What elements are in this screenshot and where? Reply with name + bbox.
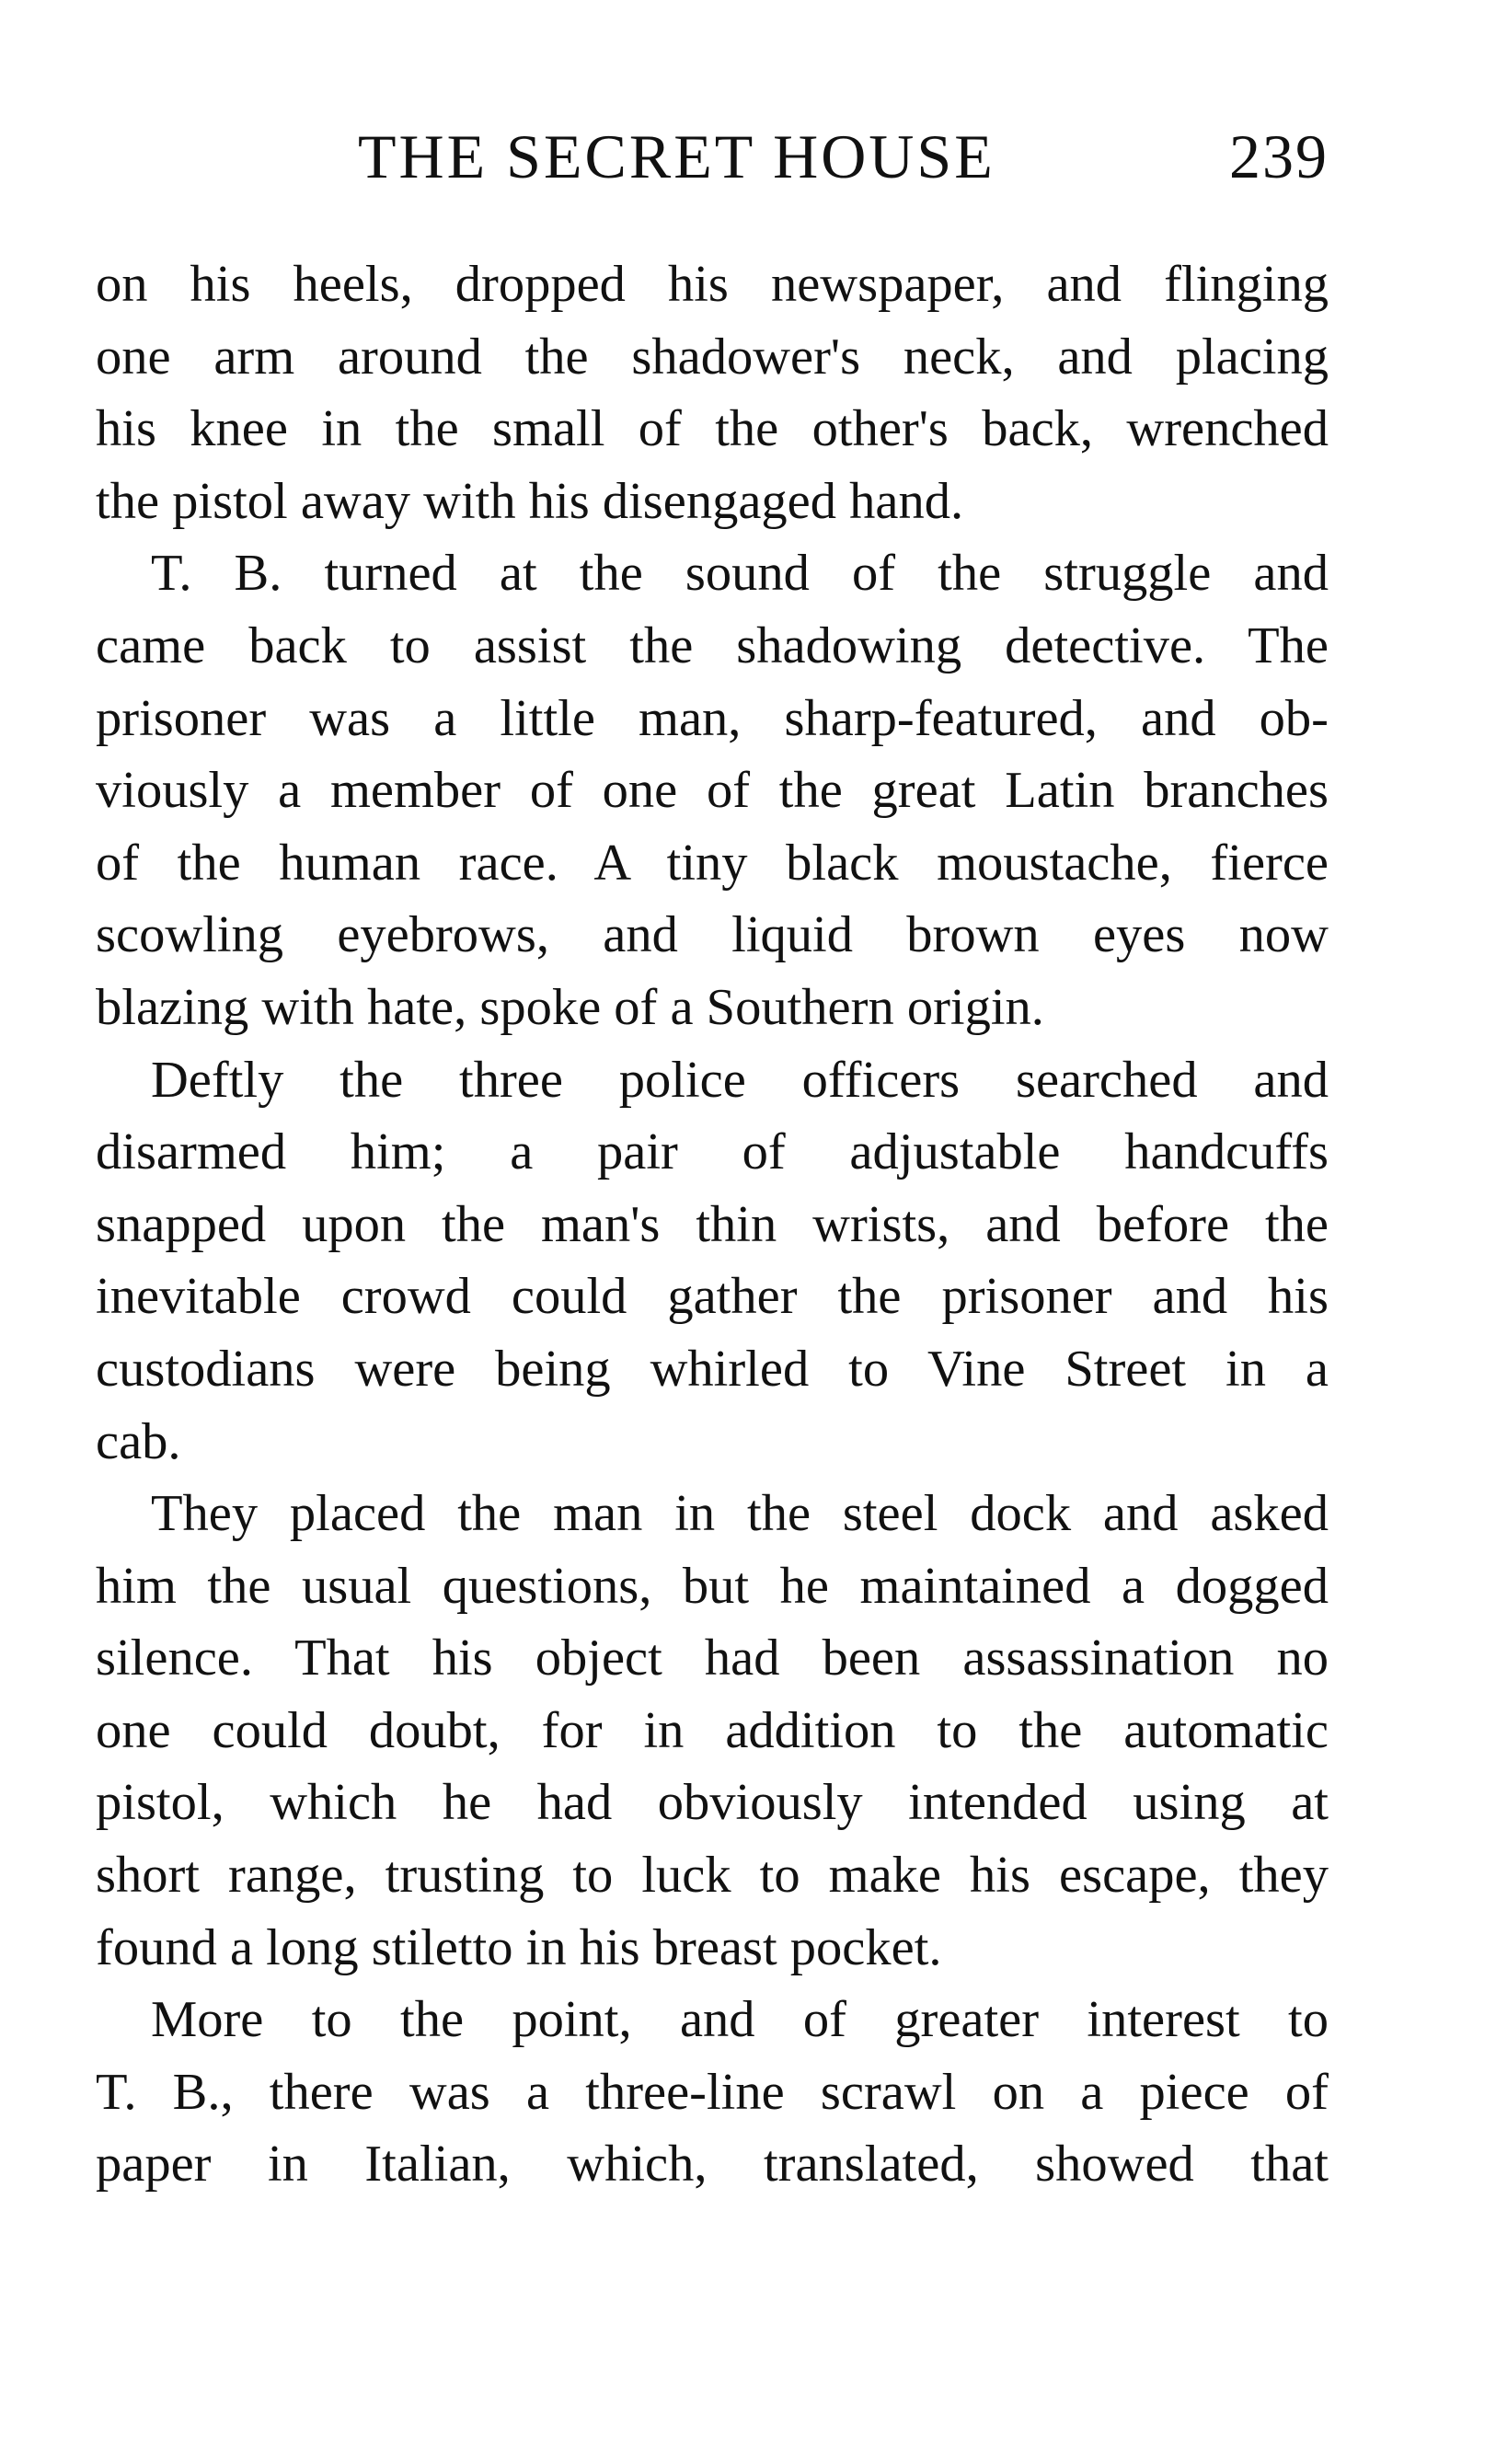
text-line: on his heels, dropped his newspaper, and flinging (96, 256, 1329, 313)
text-line: They placed the man in the steel dock and asked (151, 1485, 1329, 1543)
text-line: pistol, which he had obviously intended using at (96, 1774, 1329, 1832)
text-line: More to the point, and of greater interest to (151, 1991, 1329, 2049)
text-line: snapped upon the man's thin wrists, and before the (96, 1195, 1329, 1253)
page-number: 239 (1229, 121, 1329, 191)
text-line: came back to assist the shadowing detective. The (96, 616, 1329, 674)
text-line: his knee in the small of the other's back, wrenched (96, 400, 1329, 458)
text-line: blazing with hate, spoke of a Southern origin. (96, 978, 1044, 1036)
text-line: prisoner was a little man, sharp-featured, and ob- (96, 689, 1329, 747)
running-title: THE SECRET HOUSE (358, 121, 995, 191)
text-line: scowling eyebrows, and liquid brown eyes now (96, 906, 1329, 964)
text-line: silence. That his object had been assassination no (96, 1629, 1329, 1687)
text-line: Deftly the three police officers searched and (151, 1051, 1329, 1109)
body-text (96, 248, 1329, 2201)
text-line: one arm around the shadower's neck, and placing (96, 328, 1329, 386)
text-line: paper in Italian, which, translated, showed that (96, 2136, 1329, 2193)
text-line: short range, trusting to luck to make his escape, they (96, 1847, 1329, 1905)
text-line: disarmed him; a pair of adjustable handcuffs (96, 1123, 1329, 1181)
running-header (96, 120, 1329, 193)
text-line: custodians were being whirled to Vine Street in a (96, 1340, 1329, 1398)
text-line: found a long stiletto in his breast pocket. (96, 1918, 942, 1976)
text-line: him the usual questions, but he maintained a dogged (96, 1557, 1329, 1615)
text-line: one could doubt, for in addition to the automatic (96, 1701, 1329, 1759)
text-line: T. B., there was a three-line scrawl on a piece of (96, 2063, 1329, 2121)
text-line: the pistol away with his disengaged hand. (96, 472, 964, 530)
text-line: inevitable crowd could gather the prisoner and his (96, 1268, 1329, 1326)
text-line: cab. (96, 1412, 181, 1470)
text-line: viously a member of one of the great Latin branches (96, 762, 1329, 820)
text-line: of the human race. A tiny black moustache, fierce (96, 834, 1329, 892)
text-line: T. B. turned at the sound of the struggle and (151, 545, 1329, 603)
